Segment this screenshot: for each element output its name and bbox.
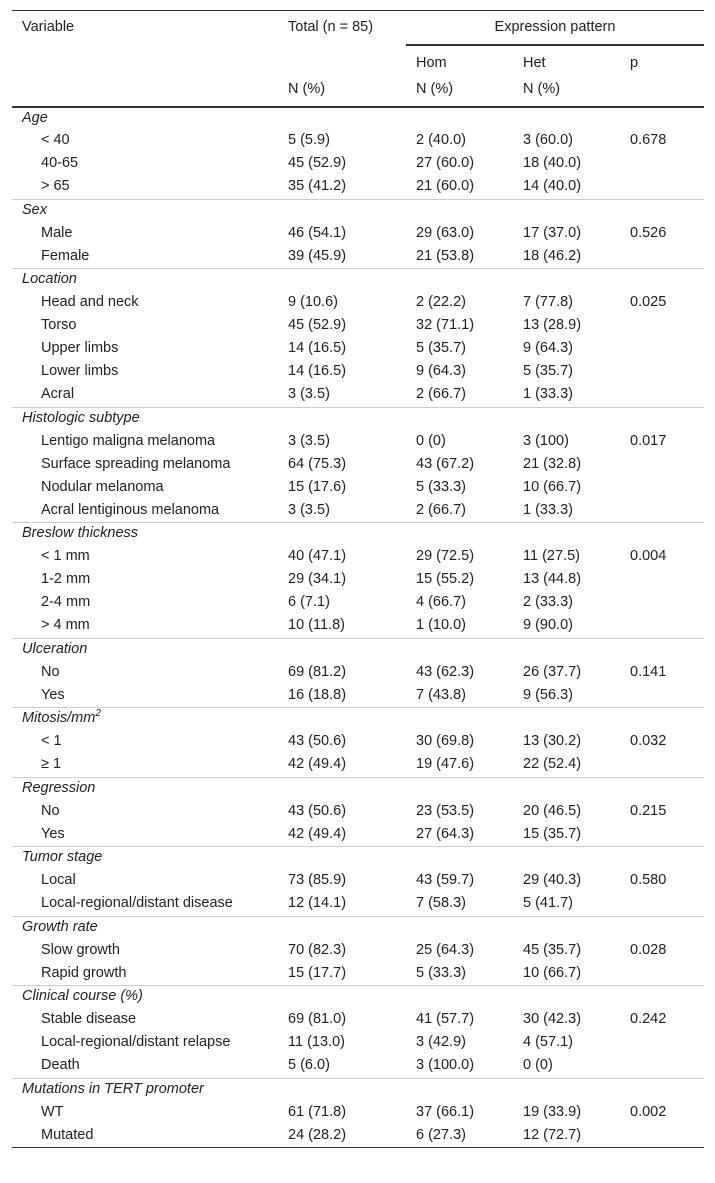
cell-hom: 4 (66.7) xyxy=(416,594,466,610)
cell-p: 0.242 xyxy=(630,1011,667,1027)
cell-total: 61 (71.8) xyxy=(288,1103,347,1120)
cell-het: 30 (42.3) xyxy=(523,1011,582,1027)
group-row xyxy=(12,847,704,871)
cell-hom: 5 (33.3) xyxy=(416,478,466,495)
cell-total: 46 (54.1) xyxy=(288,224,347,241)
group-row xyxy=(12,638,704,662)
cell-hom: 43 (59.7) xyxy=(416,872,475,888)
table-row xyxy=(12,477,704,500)
cell-total: 9 (10.6) xyxy=(288,294,338,310)
header-hom: Hom xyxy=(416,54,447,71)
cell-total: 43 (50.6) xyxy=(288,802,347,819)
cell-hom: 29 (63.0) xyxy=(416,224,475,241)
table-row xyxy=(12,246,704,269)
row-label: WT xyxy=(41,1103,64,1120)
row-label: Acral xyxy=(41,386,75,402)
cell-total: 45 (52.9) xyxy=(288,155,347,171)
cell-total: 3 (3.5) xyxy=(288,386,330,402)
table-body xyxy=(12,107,704,1148)
row-label: 1-2 mm xyxy=(41,571,91,587)
cell-total: 69 (81.2) xyxy=(288,663,347,680)
table-row xyxy=(12,361,704,384)
row-label: Head and neck xyxy=(41,294,139,310)
cell-p xyxy=(620,454,704,477)
cell-het: 9 (64.3) xyxy=(523,340,573,356)
header-row-3 xyxy=(12,77,704,107)
group-row xyxy=(12,523,704,547)
table-row xyxy=(12,1102,704,1125)
table-row xyxy=(12,615,704,638)
row-label: 2-4 mm xyxy=(41,594,91,610)
cell-het: 22 (52.4) xyxy=(523,756,582,772)
group-row xyxy=(12,1078,704,1102)
group-row xyxy=(12,777,704,801)
cell-hom: 6 (27.3) xyxy=(406,1125,513,1148)
cell-p xyxy=(620,685,704,708)
cell-total: 16 (18.8) xyxy=(288,686,347,703)
cell-hom: 5 (35.7) xyxy=(416,340,466,356)
cell-total: 45 (52.9) xyxy=(288,317,347,333)
table-row xyxy=(12,338,704,361)
table-row xyxy=(12,801,704,824)
cell-het: 4 (57.1) xyxy=(523,1034,573,1050)
row-label: Lentigo maligna melanoma xyxy=(41,432,216,449)
cell-het: 13 (30.2) xyxy=(523,733,582,749)
group-title: Regression xyxy=(12,777,704,801)
cell-het: 9 (56.3) xyxy=(523,686,573,703)
row-label: Surface spreading melanoma xyxy=(41,455,231,472)
cell-hom: 43 (62.3) xyxy=(416,663,475,680)
cell-p xyxy=(620,615,704,638)
cell-p: 0.215 xyxy=(630,802,667,819)
cell-het: 18 (46.2) xyxy=(523,247,582,264)
table-row xyxy=(12,546,704,569)
cell-hom: 0 (0) xyxy=(416,432,446,449)
cell-total: 64 (75.3) xyxy=(288,455,347,472)
cell-p xyxy=(620,153,704,176)
cell-total: 15 (17.7) xyxy=(288,964,347,981)
cell-hom: 9 (64.3) xyxy=(416,363,466,379)
cell-hom: 21 (60.0) xyxy=(416,178,475,194)
row-label: < 1 mm xyxy=(41,548,90,564)
row-label: > 4 mm xyxy=(41,617,90,633)
cell-p xyxy=(620,1055,704,1078)
cell-p: 0.678 xyxy=(630,132,667,148)
cell-p xyxy=(620,824,704,847)
cell-total: 3 (3.5) xyxy=(288,501,330,518)
cell-p xyxy=(620,569,704,592)
cell-het: 3 (60.0) xyxy=(523,132,573,148)
cell-p: 0.025 xyxy=(630,294,667,310)
table-row xyxy=(12,754,704,777)
group-title: Breslow thickness xyxy=(12,523,704,547)
cell-total: 42 (49.4) xyxy=(288,825,347,842)
cell-hom: 2 (40.0) xyxy=(416,132,466,148)
header-variable: Variable xyxy=(12,11,288,45)
cell-p xyxy=(620,246,704,269)
row-label: Yes xyxy=(41,686,65,703)
table-row xyxy=(12,662,704,685)
cell-hom: 23 (53.5) xyxy=(416,802,475,819)
cell-hom: 2 (66.7) xyxy=(416,501,466,518)
table-row xyxy=(12,893,704,916)
cell-het: 19 (33.9) xyxy=(523,1103,582,1120)
header-het: Het xyxy=(523,54,546,71)
group-row xyxy=(12,916,704,940)
cell-p: 0.032 xyxy=(630,733,667,749)
table-row xyxy=(12,685,704,708)
row-label: Acral lentiginous melanoma xyxy=(41,501,220,518)
header-p: p xyxy=(630,54,639,71)
cell-total: 10 (11.8) xyxy=(288,617,345,633)
row-label: < 40 xyxy=(41,132,70,148)
row-label: Rapid growth xyxy=(41,964,127,981)
cell-total: 70 (82.3) xyxy=(288,941,347,958)
row-label: Yes xyxy=(41,825,65,842)
cell-p: 0.002 xyxy=(630,1103,667,1120)
cell-hom: 43 (67.2) xyxy=(416,455,475,472)
cell-het: 10 (66.7) xyxy=(523,964,582,981)
cell-het: 20 (46.5) xyxy=(523,802,582,819)
cell-het: 14 (40.0) xyxy=(523,178,582,194)
table-row xyxy=(12,384,704,407)
cell-hom: 2 (22.2) xyxy=(416,294,466,310)
cell-hom: 32 (71.1) xyxy=(416,317,475,333)
group-title: Growth rate xyxy=(12,916,704,940)
cell-p xyxy=(620,500,704,523)
cell-het: 13 (28.9) xyxy=(523,317,582,333)
cell-hom: 7 (58.3) xyxy=(416,895,466,911)
cell-total: 24 (28.2) xyxy=(288,1125,406,1148)
table-row xyxy=(12,292,704,315)
cell-het: 2 (33.3) xyxy=(523,594,573,610)
header-total: Total (n = 85) xyxy=(288,11,406,45)
group-row xyxy=(12,107,704,131)
cell-p xyxy=(620,754,704,777)
cell-hom: 3 (100.0) xyxy=(416,1057,475,1073)
table-row xyxy=(12,130,704,153)
cell-het: 21 (32.8) xyxy=(523,455,582,472)
group-row xyxy=(12,269,704,293)
cell-het: 5 (41.7) xyxy=(523,895,573,911)
cell-p xyxy=(620,592,704,615)
group-title: Sex xyxy=(12,199,704,223)
cell-total: 29 (34.1) xyxy=(288,571,347,587)
group-title: Histologic subtype xyxy=(12,407,704,431)
cell-total: 39 (45.9) xyxy=(288,247,347,264)
cell-p xyxy=(620,338,704,361)
table-row xyxy=(12,153,704,176)
group-title: Mitosis/$mm^2$ xyxy=(12,708,704,732)
table-row xyxy=(12,1032,704,1055)
group-row xyxy=(12,407,704,431)
table-row xyxy=(12,1125,704,1148)
group-row xyxy=(12,986,704,1010)
cell-total: 3 (3.5) xyxy=(288,432,330,449)
cell-het: 45 (35.7) xyxy=(523,941,582,958)
table-row xyxy=(12,940,704,963)
row-label: Death xyxy=(41,1057,80,1073)
cell-total: 5 (6.0) xyxy=(288,1057,330,1073)
table-row xyxy=(12,569,704,592)
cell-het: 5 (35.7) xyxy=(523,363,573,379)
cell-p xyxy=(620,361,704,384)
cell-hom: 30 (69.8) xyxy=(416,733,475,749)
cell-hom: 25 (64.3) xyxy=(416,941,475,958)
row-label: < 1 xyxy=(41,733,62,749)
cell-p xyxy=(620,1125,704,1148)
cell-total: 14 (16.5) xyxy=(288,363,347,379)
cell-hom: 29 (72.5) xyxy=(416,548,475,564)
cell-total: 40 (47.1) xyxy=(288,548,347,564)
cell-het: 9 (90.0) xyxy=(523,617,573,633)
cell-total: 69 (81.0) xyxy=(288,1011,347,1027)
cell-p: 0.141 xyxy=(630,663,667,680)
cell-hom: 5 (33.3) xyxy=(416,964,466,981)
cell-het: 1 (33.3) xyxy=(523,501,573,518)
group-row xyxy=(12,708,704,732)
table-row xyxy=(12,824,704,847)
group-title: Mutations in TERT promoter xyxy=(12,1078,704,1102)
table-row xyxy=(12,454,704,477)
row-label: Nodular melanoma xyxy=(41,478,164,495)
cell-hom: 21 (53.8) xyxy=(416,247,475,264)
row-label: ≥ 1 xyxy=(41,756,62,772)
table-row xyxy=(12,431,704,454)
cell-total: 5 (5.9) xyxy=(288,132,330,148)
cell-p xyxy=(620,176,704,199)
table-row xyxy=(12,223,704,246)
cell-hom: 2 (66.7) xyxy=(416,386,466,402)
cell-p xyxy=(620,963,704,986)
table-row xyxy=(12,592,704,615)
cell-p xyxy=(620,893,704,916)
cell-p xyxy=(620,477,704,500)
group-title: Location xyxy=(12,269,704,293)
header-hom-npct: N (%) xyxy=(406,77,513,107)
cell-total: 15 (17.6) xyxy=(288,478,347,495)
cell-het: 17 (37.0) xyxy=(523,224,582,241)
row-label: 40-65 xyxy=(41,155,79,171)
cell-hom: 7 (43.8) xyxy=(416,686,466,703)
cell-het: 15 (35.7) xyxy=(523,825,582,842)
cell-total: 43 (50.6) xyxy=(288,733,347,749)
row-label: No xyxy=(41,663,60,680)
cell-hom: 19 (47.6) xyxy=(416,756,475,772)
row-label: No xyxy=(41,802,60,819)
header-total-npct: N (%) xyxy=(288,77,406,107)
cell-het: 18 (40.0) xyxy=(523,155,582,171)
row-label: Female xyxy=(41,247,90,264)
cell-p: 0.017 xyxy=(630,432,667,449)
cell-hom: 37 (66.1) xyxy=(416,1103,475,1120)
group-title: Ulceration xyxy=(12,638,704,662)
group-title: Age xyxy=(22,109,48,126)
cell-het: 12 (72.7) xyxy=(513,1125,620,1148)
row-label: Local-regional/distant relapse xyxy=(41,1034,231,1050)
cell-p: 0.028 xyxy=(630,941,667,958)
cell-total: 73 (85.9) xyxy=(288,872,347,888)
cell-p: 0.580 xyxy=(630,872,667,888)
cell-hom: 27 (60.0) xyxy=(416,155,475,171)
table-row xyxy=(12,731,704,754)
cell-hom: 27 (64.3) xyxy=(416,825,475,842)
row-label: > 65 xyxy=(41,178,70,194)
table-row xyxy=(12,1009,704,1032)
data-table xyxy=(12,10,704,1148)
row-label: Lower limbs xyxy=(41,363,119,379)
row-label: Male xyxy=(41,224,73,241)
cell-total: 11 (13.0) xyxy=(288,1034,345,1050)
table-row xyxy=(12,315,704,338)
cell-total: 6 (7.1) xyxy=(288,594,330,610)
table-row xyxy=(12,870,704,893)
cell-hom: 1 (10.0) xyxy=(416,617,466,633)
header-het-npct: N (%) xyxy=(513,77,620,107)
cell-het: 0 (0) xyxy=(523,1057,553,1073)
cell-het: 26 (37.7) xyxy=(523,663,582,680)
cell-total: 14 (16.5) xyxy=(288,340,347,356)
row-label: Local xyxy=(41,872,76,888)
cell-p: 0.004 xyxy=(630,548,667,564)
cell-total: 42 (49.4) xyxy=(288,756,347,772)
row-label: Stable disease xyxy=(41,1011,137,1027)
cell-het: 29 (40.3) xyxy=(523,872,582,888)
cell-p xyxy=(620,1032,704,1055)
row-label: Local-regional/distant disease xyxy=(41,895,233,911)
cell-hom: 41 (57.7) xyxy=(416,1011,475,1027)
row-label: Mutated xyxy=(12,1125,288,1148)
row-label: Upper limbs xyxy=(41,340,119,356)
cell-het: 1 (33.3) xyxy=(523,386,573,402)
table-row xyxy=(12,963,704,986)
cell-het: 11 (27.5) xyxy=(523,548,580,564)
table-row xyxy=(12,176,704,199)
header-row-1 xyxy=(12,11,704,45)
table-container xyxy=(12,10,704,1148)
cell-het: 7 (77.8) xyxy=(523,294,573,310)
cell-het: 13 (44.8) xyxy=(523,571,582,587)
header-expression-pattern: Expression pattern xyxy=(406,11,704,45)
cell-hom: 3 (42.9) xyxy=(416,1034,466,1050)
cell-hom: 15 (55.2) xyxy=(416,571,475,587)
group-title: Tumor stage xyxy=(12,847,704,871)
cell-p xyxy=(620,315,704,338)
row-label: Slow growth xyxy=(41,941,120,958)
cell-p: 0.526 xyxy=(630,224,667,241)
cell-total: 35 (41.2) xyxy=(288,178,347,194)
table-row xyxy=(12,1055,704,1078)
group-title: Clinical course (%) xyxy=(12,986,704,1010)
cell-het: 10 (66.7) xyxy=(523,478,582,495)
cell-p xyxy=(620,384,704,407)
cell-het: 3 (100) xyxy=(523,432,569,449)
table-row xyxy=(12,500,704,523)
group-row xyxy=(12,199,704,223)
cell-total: 12 (14.1) xyxy=(288,895,347,911)
header-row-2 xyxy=(12,45,704,77)
row-label: Torso xyxy=(41,317,77,333)
